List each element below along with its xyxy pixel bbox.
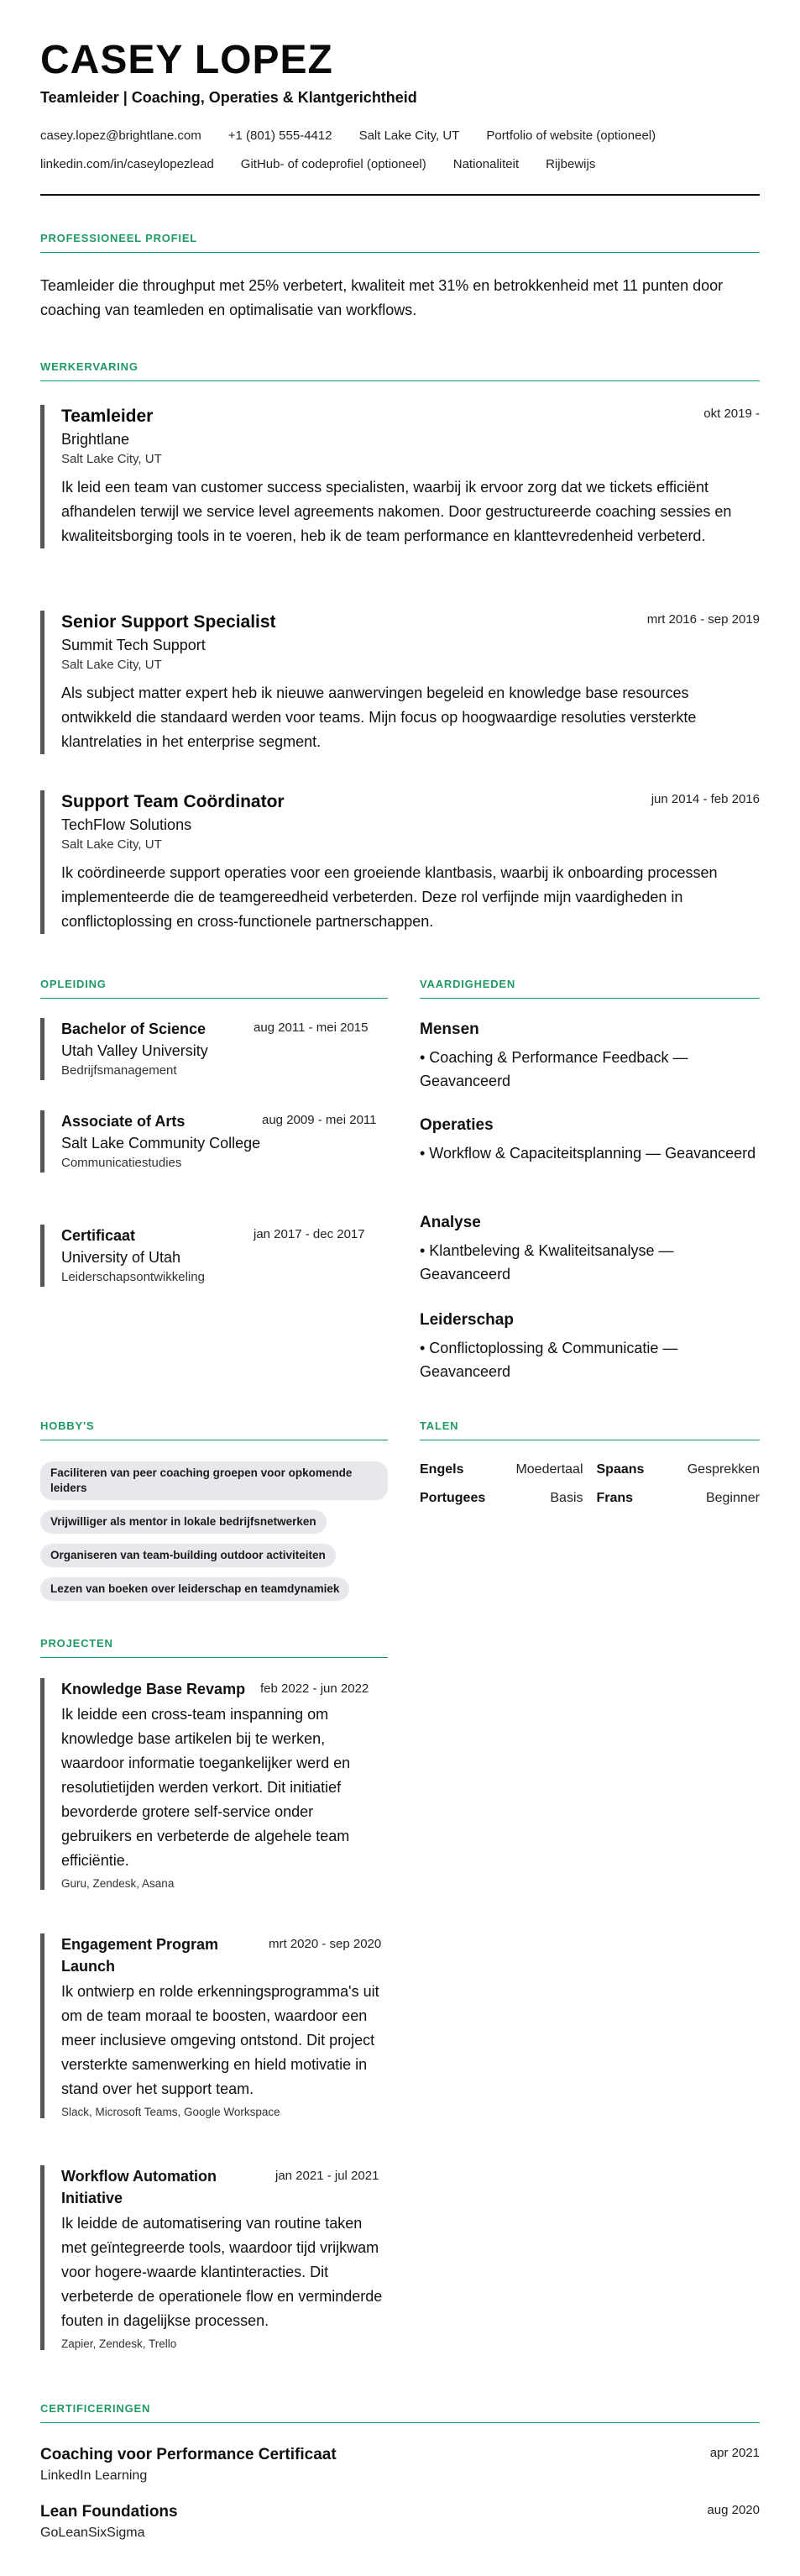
contact-linkedin[interactable]: linkedin.com/in/caseylopezlead [40, 157, 214, 171]
project-name: Knowledge Base Revamp [61, 1681, 246, 1697]
section-heading-languages: TALEN [420, 1419, 760, 1440]
language-name: Spaans [596, 1462, 645, 1477]
certification-name: Lean Foundations [40, 2503, 178, 2521]
section-heading-certifications: CERTIFICERINGEN [40, 2402, 760, 2423]
project-description: Ik ontwierp en rolde erkenningsprogramma's uit om de team moraal te boosten, waardoor een meer inclusieve omgeving ontstond. Dit project versterkte samenwerking en hield motivatie in stand over het support team. [61, 1983, 379, 2097]
project-item [40, 2165, 388, 2350]
experience-item [40, 611, 760, 754]
hobby-tag: Organiseren van team-building outdoor activiteiten [40, 1544, 336, 1567]
project-item [40, 1678, 388, 1890]
candidate-title: Teamleider | Coaching, Operaties & Klantgerichtheid [40, 89, 417, 106]
education-field: Communicatiestudies [61, 1156, 182, 1170]
education-school: Utah Valley University [61, 1042, 208, 1059]
section-heading-experience: WERKERVARING [40, 360, 760, 381]
project-tools: Guru, Zendesk, Asana [61, 1877, 175, 1890]
job-company: Brightlane [61, 431, 130, 448]
certification-date: aug 2020 [707, 2503, 760, 2517]
language-item [597, 1491, 761, 1506]
job-role: Senior Support Specialist [61, 612, 276, 632]
section-heading-education: OPLEIDING [40, 978, 388, 999]
skill-item: • Workflow & Capaciteitsplanning — Geavanceerd [420, 1145, 756, 1162]
education-field: Bedrijfsmanagement [61, 1063, 177, 1078]
certification-issuer: GoLeanSixSigma [40, 2526, 145, 2540]
language-name: Engels [420, 1462, 464, 1477]
project-name: Workflow Automation Initiative [61, 2168, 217, 2206]
project-tools: Zapier, Zendesk, Trello [61, 2337, 177, 2350]
job-company: TechFlow Solutions [61, 816, 192, 833]
project-description: Ik leidde de automatisering van routine taken met geïntegreerde tools, waardoor tijd vrijkwam voor hogere-waarde klantinteracties. Dit verbeterde de operationele flow en verminderde fouten in dagelijkse processen. [61, 2215, 383, 2329]
hobby-tag: Lezen van boeken over leiderschap en teamdynamiek [40, 1577, 349, 1601]
certification-item [40, 2501, 760, 2543]
contact-phone[interactable]: +1 (801) 555-4412 [227, 129, 332, 143]
education-item [40, 1018, 388, 1080]
language-name: Frans [596, 1491, 634, 1505]
education-item [40, 1225, 388, 1287]
contact-row-primary [40, 129, 682, 143]
job-role: Teamleider [61, 407, 154, 426]
job-company: Summit Tech Support [61, 637, 206, 653]
experience-item [40, 405, 760, 548]
section-heading-projects: PROJECTEN [40, 1637, 388, 1658]
education-dates: aug 2009 - mei 2011 [262, 1113, 377, 1127]
project-name: Engagement Program Launch [61, 1936, 219, 1975]
project-item [40, 1933, 388, 2118]
hobby-tag: Vrijwilliger als mentor in lokale bedrijfsnetwerken [40, 1510, 327, 1534]
job-description: Ik leid een team van customer success specialisten, waarbij ik ervoor zorg dat we tickets efficiënt afhandelen terwijl we service level agreements nakomen. Door gestructureerde coaching sessies en kwaliteitsborging tools in te voeren, heb ik de team performance en klanttevredenheid verbeterd. [61, 479, 732, 544]
section-heading-profile: PROFESSIONEEL PROFIEL [40, 232, 760, 253]
education-item [40, 1110, 388, 1173]
certification-item [40, 2444, 760, 2486]
language-item [420, 1491, 583, 1506]
skill-group [420, 1019, 760, 1093]
project-dates: jan 2021 - jul 2021 [275, 2169, 379, 2183]
contact-portfolio[interactable]: Portfolio of website (optioneel) [486, 129, 656, 143]
skill-group-title: Mensen [420, 1020, 479, 1038]
project-dates: feb 2022 - jun 2022 [260, 1681, 369, 1696]
certification-date: apr 2021 [709, 2446, 760, 2460]
education-degree: Bachelor of Science [61, 1020, 207, 1037]
skill-group [420, 1212, 760, 1286]
hobby-list [40, 1461, 388, 1611]
education-school: University of Utah [61, 1249, 181, 1266]
language-level: Moedertaal [515, 1462, 583, 1477]
experience-item [40, 790, 760, 934]
contact-row-secondary [40, 157, 622, 171]
language-name: Portugees [420, 1491, 486, 1505]
skill-group [420, 1115, 760, 1165]
education-field: Leiderschapsontwikkeling [61, 1270, 205, 1284]
header-divider [40, 194, 760, 196]
job-description: Als subject matter expert heb ik nieuwe aanwervingen begeleid en knowledge base resources ontwikkeld die standaard werden voor teams. Mijn focus op hoogwaardige resoluties versterkte klantrelaties in het enterprise segment. [61, 685, 697, 750]
skill-group-title: Operaties [420, 1116, 494, 1134]
job-location: Salt Lake City, UT [61, 452, 162, 466]
skill-group-title: Analyse [420, 1214, 481, 1231]
contact-nationality: Nationaliteit [452, 157, 520, 171]
candidate-name: CASEY LOPEZ [40, 38, 333, 82]
job-location: Salt Lake City, UT [61, 837, 162, 852]
skill-item: • Conflictoplossing & Communicatie — Geavanceerd [420, 1340, 678, 1380]
language-item [597, 1462, 761, 1477]
education-school: Salt Lake Community College [61, 1135, 261, 1152]
job-dates: jun 2014 - feb 2016 [651, 792, 760, 806]
job-description: Ik coördineerde support operaties voor een groeiende klantbasis, waarbij ik onboarding processen implementeerde die de teamgereedheid verbeterden. Deze rol verfijnde mijn vaardigheden in conflictoplossing en cross-functionele partnerschappen. [61, 864, 718, 930]
contact-location: Salt Lake City, UT [358, 129, 460, 143]
profile-summary: Teamleider die throughput met 25% verbetert, kwaliteit met 31% en betrokkenheid met 11 punten door coaching van teamleden en optimalisatie van workflows. [40, 277, 724, 318]
certification-name: Coaching voor Performance Certificaat [40, 2446, 337, 2463]
language-level: Beginner [705, 1491, 760, 1505]
education-degree: Associate of Arts [61, 1113, 186, 1130]
certification-issuer: LinkedIn Learning [40, 2468, 148, 2483]
section-heading-skills: VAARDIGHEDEN [420, 978, 760, 999]
project-tools: Slack, Microsoft Teams, Google Workspace [61, 2106, 280, 2118]
education-dates: jan 2017 - dec 2017 [254, 1227, 365, 1241]
education-degree: Certificaat [61, 1227, 136, 1244]
job-location: Salt Lake City, UT [61, 658, 162, 672]
contact-github[interactable]: GitHub- of codeprofiel (optioneel) [240, 157, 426, 171]
language-item [420, 1462, 583, 1477]
skill-item: • Coaching & Performance Feedback — Geavanceerd [420, 1049, 688, 1089]
job-dates: okt 2019 - [703, 407, 760, 421]
language-list [420, 1462, 760, 1506]
skill-group-title: Leiderschap [420, 1311, 514, 1329]
job-dates: mrt 2016 - sep 2019 [646, 612, 760, 627]
project-dates: mrt 2020 - sep 2020 [269, 1937, 382, 1951]
contact-drivers-license: Rijbewijs [546, 157, 596, 171]
skill-group [420, 1309, 760, 1383]
language-level: Basis [550, 1491, 583, 1505]
section-heading-hobbies: HOBBY'S [40, 1419, 388, 1440]
language-level: Gesprekken [687, 1462, 760, 1477]
project-description: Ik leidde een cross-team inspanning om knowledge base artikelen bij te werken, waardoor informatie toegankelijker werd en resolutietijden werden verkort. Dit initiatief bevorderde grotere self-service onder gebruikers en verbeterde de algehele team efficiëntie. [61, 1706, 351, 1869]
job-role: Support Team Coördinator [61, 792, 285, 811]
hobby-tag: Faciliteren van peer coaching groepen voor opkomende leiders [40, 1461, 388, 1500]
skill-item: • Klantbeleving & Kwaliteitsanalyse — Geavanceerd [420, 1242, 674, 1283]
education-dates: aug 2011 - mei 2015 [254, 1020, 369, 1035]
contact-email[interactable]: casey.lopez@brightlane.com [40, 129, 201, 143]
